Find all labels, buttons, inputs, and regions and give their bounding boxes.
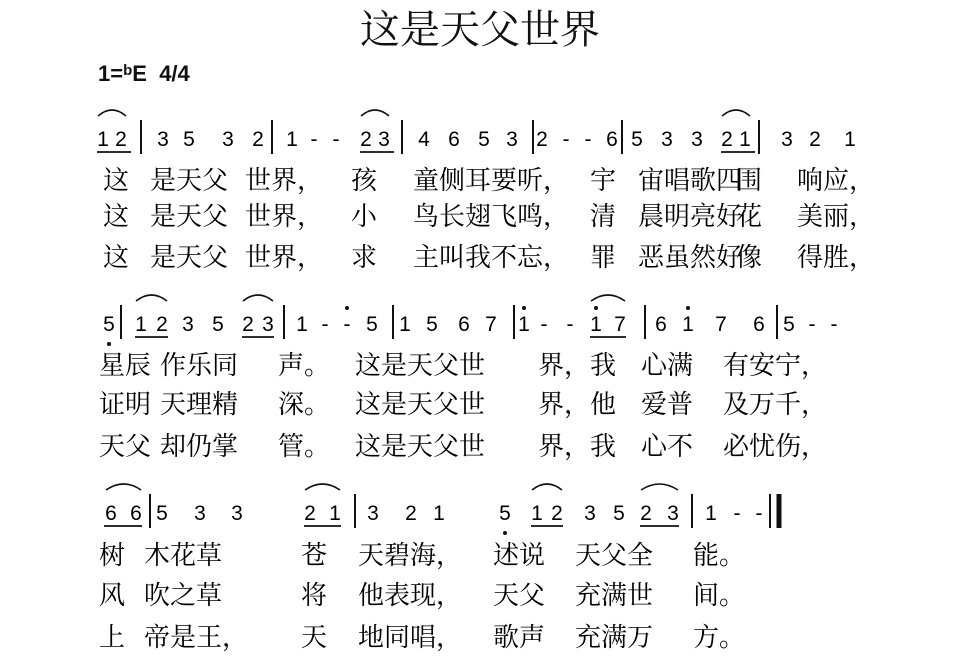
lyric-segment: 充满世: [575, 581, 654, 611]
slur: [243, 295, 273, 301]
lyric-segment: 能。: [693, 541, 746, 571]
flat-sign: b: [123, 62, 133, 79]
lyric-segment: 宇: [590, 166, 617, 196]
note-digit: 1: [399, 313, 411, 336]
note-digit: 3: [367, 502, 379, 525]
lyric-segment: 天理精: [160, 390, 239, 420]
lyric-segment: 上: [99, 623, 126, 653]
lyric-segment: 是天父: [150, 243, 229, 273]
lyric-segment: 罪: [590, 243, 617, 273]
lyric-segment: 这是天父世: [355, 390, 486, 420]
lyric-segment: 是天父: [150, 166, 229, 196]
song-title: 这是天父世界: [360, 7, 600, 53]
note-digit: 2: [721, 128, 733, 151]
note-digit: 1: [531, 502, 543, 525]
lyric-segment: 我: [590, 351, 617, 381]
lyric-segment: 心不: [641, 432, 694, 462]
lyric-segment: 充满万: [575, 623, 654, 653]
lyric-segment: 这: [103, 166, 130, 196]
lyric-segment: 这: [103, 202, 130, 232]
hold-dash: -: [755, 502, 763, 525]
note-digit: 1: [286, 128, 298, 151]
note-digit: 5: [366, 313, 378, 336]
note-digit: 2: [809, 128, 821, 151]
slur: [98, 110, 126, 116]
lyric-segment: 小: [351, 202, 378, 232]
lyric-segment: 作乐同: [160, 351, 239, 381]
note-digit: 3: [661, 128, 673, 151]
note-digit: 1: [329, 502, 341, 525]
slur: [106, 484, 141, 490]
note-digit: 3: [222, 128, 234, 151]
lyric-segment: 天父: [99, 432, 152, 462]
note-digit: 6: [458, 313, 470, 336]
lyric-segment: 晨明亮好: [638, 202, 743, 232]
lyric-segment: 围: [736, 166, 763, 196]
slur: [305, 484, 340, 490]
note-digit: 3: [231, 502, 243, 525]
lyric-segment: 地同唱，: [358, 623, 463, 653]
lyric-segment: 歌声: [493, 623, 546, 653]
note-digit: 5: [183, 128, 195, 151]
note-digit: 6: [655, 313, 667, 336]
note-digit: 5: [783, 313, 795, 336]
key-note: E: [132, 61, 147, 86]
lyric-segment: 界，: [538, 390, 591, 420]
lyric-segment: 主叫我不忘，: [413, 243, 570, 273]
note-digit: 1: [682, 313, 694, 336]
lyric-segment: 世界，: [245, 202, 324, 232]
note-digit: 2: [360, 128, 372, 151]
hold-dash: -: [310, 128, 318, 151]
lyric-segment: 天父全: [575, 541, 654, 571]
key-prefix: 1=: [98, 61, 124, 86]
note-digit: 6: [105, 502, 117, 525]
note-digit: 7: [485, 313, 497, 336]
lyric-segment: 是天父: [150, 202, 229, 232]
note-digit: 3: [194, 502, 206, 525]
lyric-segment: 却仍掌: [160, 432, 239, 462]
note-digit: 3: [667, 502, 679, 525]
hold-dash: -: [562, 128, 570, 151]
lyric-segment: 鸟长翅飞鸣，: [413, 202, 570, 232]
lyric-segment: 天父: [493, 581, 546, 611]
high-octave-dot: [686, 306, 690, 310]
lyric-segment: 求: [351, 243, 378, 273]
note-digit: 5: [156, 502, 168, 525]
note-digit: 7: [715, 313, 727, 336]
high-octave-dot: [345, 306, 349, 310]
slur: [722, 110, 750, 116]
lyric-segment: 将: [301, 581, 328, 611]
lyric-segment: 方。: [693, 623, 746, 653]
note-digit: 1: [433, 502, 445, 525]
lyric-segment: 得胜，: [797, 243, 876, 273]
note-digit: 1: [739, 128, 751, 151]
note-digit: 6: [606, 128, 618, 151]
note-digit: 7: [614, 313, 626, 336]
lyric-segment: 有安宁，: [723, 351, 828, 381]
note-digit: 4: [418, 128, 430, 151]
note-digit: 3: [157, 128, 169, 151]
lyric-segment: 响应，: [797, 166, 876, 196]
hold-dash: -: [733, 502, 741, 525]
note-digit: 2: [156, 313, 168, 336]
lyric-segment: 他表现，: [358, 581, 463, 611]
note-digit: 5: [212, 313, 224, 336]
lyric-segment: 这是天父世: [355, 432, 486, 462]
lyric-segment: 清: [590, 202, 617, 232]
lyric-segment: 深。: [278, 390, 331, 420]
lyric-segment: 恶虽然好: [638, 243, 743, 273]
hold-dash: -: [321, 313, 329, 336]
lyric-segment: 帝是王，: [144, 623, 249, 653]
hold-dash: -: [584, 128, 592, 151]
slur: [361, 110, 389, 116]
note-digit: 2: [242, 313, 254, 336]
time-signature: 4/4: [159, 61, 190, 86]
lyric-segment: 世界，: [245, 166, 324, 196]
lyric-segment: 苍: [301, 541, 328, 571]
note-digit: 3: [691, 128, 703, 151]
lyric-segment: 木花草: [144, 541, 223, 571]
lyric-segment: 吹之草: [144, 581, 223, 611]
hold-dash: -: [566, 313, 574, 336]
lyric-segment: 孩: [351, 166, 378, 196]
note-digit: 2: [252, 128, 264, 151]
note-digit: 5: [613, 502, 625, 525]
lyric-segment: 天碧海，: [358, 541, 463, 571]
note-digit: 3: [781, 128, 793, 151]
note-digit: 3: [378, 128, 390, 151]
note-digit: 5: [478, 128, 490, 151]
hold-dash: -: [540, 313, 548, 336]
low-octave-dot: [107, 342, 111, 346]
lyric-segment: 美丽，: [797, 202, 876, 232]
note-digit: 1: [97, 128, 109, 151]
note-digit: 1: [296, 313, 308, 336]
note-digit: 3: [262, 313, 274, 336]
lyric-segment: 这: [103, 243, 130, 273]
note-digit: 2: [536, 128, 548, 151]
note-digit: 5: [426, 313, 438, 336]
note-digit: 2: [640, 502, 652, 525]
high-octave-dot: [594, 306, 598, 310]
note-digit: 2: [405, 502, 417, 525]
lyric-segment: 证明: [99, 390, 152, 420]
lyric-segment: 像: [736, 243, 763, 273]
lyric-segment: 间。: [693, 581, 746, 611]
lyric-segment: 树: [99, 541, 126, 571]
lyric-segment: 天: [301, 623, 328, 653]
lyric-segment: 花: [736, 202, 763, 232]
lyric-segment: 界，: [538, 432, 591, 462]
slur: [641, 484, 678, 490]
note-digit: 1: [135, 313, 147, 336]
hold-dash: -: [808, 313, 816, 336]
note-digit: 3: [584, 502, 596, 525]
lyric-segment: 星辰: [99, 351, 152, 381]
high-octave-dot: [522, 306, 526, 310]
hold-dash: -: [332, 128, 340, 151]
note-digit: 1: [590, 313, 602, 336]
note-digit: 1: [844, 128, 856, 151]
slur: [532, 484, 562, 490]
lyric-segment: 宙唱歌四: [638, 166, 743, 196]
note-digit: 3: [506, 128, 518, 151]
note-digit: 2: [304, 502, 316, 525]
note-digit: 6: [448, 128, 460, 151]
lyric-segment: 管。: [278, 432, 331, 462]
note-digit: 1: [518, 313, 530, 336]
lyric-segment: 心满: [641, 351, 694, 381]
lyric-segment: 童侧耳要听，: [413, 166, 570, 196]
hold-dash: -: [343, 313, 351, 336]
lyric-segment: 世界，: [245, 243, 324, 273]
lyric-segment: 界，: [538, 351, 591, 381]
note-digit: 1: [705, 502, 717, 525]
lyric-segment: 及万千，: [723, 390, 828, 420]
lyric-segment: 这是天父世: [355, 351, 486, 381]
note-digit: 5: [499, 502, 511, 525]
lyric-segment: 爱普: [641, 390, 694, 420]
lyric-segment: 风: [99, 581, 126, 611]
note-digit: 2: [115, 128, 127, 151]
note-digit: 5: [103, 313, 115, 336]
low-octave-dot: [503, 531, 507, 535]
lyric-segment: 声。: [278, 351, 331, 381]
lyric-segment: 我: [590, 432, 617, 462]
slur: [591, 295, 625, 301]
note-digit: 3: [182, 313, 194, 336]
lyric-segment: 必忧伤，: [723, 432, 828, 462]
note-digit: 5: [631, 128, 643, 151]
hold-dash: -: [830, 313, 838, 336]
note-digit: 2: [551, 502, 563, 525]
note-digit: 6: [753, 313, 765, 336]
lyrics-layer: [99, 166, 875, 653]
lyric-segment: 述说: [493, 541, 546, 571]
slur: [136, 295, 167, 301]
lyric-segment: 他: [590, 390, 617, 420]
note-digit: 6: [130, 502, 142, 525]
